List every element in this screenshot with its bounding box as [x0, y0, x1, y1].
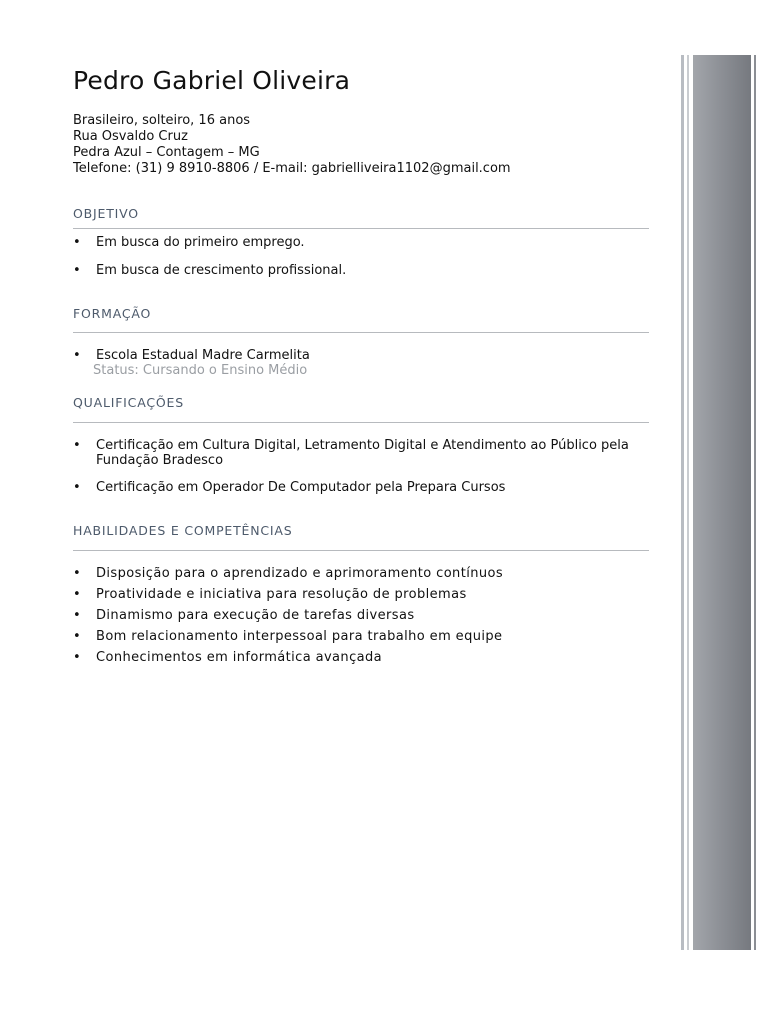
- list-item: • Certificação em Operador De Computador pela Prepara Cursos: [73, 480, 506, 495]
- side-bar-edge: [754, 55, 756, 950]
- section-divider: [73, 422, 649, 423]
- side-bar-line: [687, 55, 689, 950]
- list-item: • Certificação em Cultura Digital, Letramento Digital e Atendimento ao Público pela Fundação Bradesco: [73, 438, 629, 468]
- bullet-icon: •: [73, 608, 82, 623]
- list-item: • Dinamismo para execução de tarefas diversas: [73, 608, 415, 623]
- list-item: • Bom relacionamento interpessoal para trabalho em equipe: [73, 629, 503, 644]
- section-title-habilidades: HABILIDADES E COMPETÊNCIAS: [73, 523, 293, 538]
- bullet-icon: •: [73, 348, 81, 363]
- phone-email: Telefone: (31) 9 8910-8806 / E-mail: gabrielliveira1102@gmail.com: [73, 161, 511, 176]
- bullet-icon: •: [73, 587, 82, 602]
- bullet-icon: •: [73, 263, 81, 278]
- list-item: • Conhecimentos em informática avançada: [73, 650, 382, 665]
- address-city: Pedra Azul – Contagem – MG: [73, 145, 260, 160]
- education-status: Status: Cursando o Ensino Médio: [93, 363, 308, 378]
- bullet-icon: •: [73, 650, 82, 665]
- bullet-icon: •: [73, 235, 81, 250]
- section-divider: [73, 228, 649, 229]
- section-divider: [73, 550, 649, 551]
- qualificacoes-list: [73, 438, 643, 507]
- section-divider: [73, 332, 649, 333]
- list-item: • Escola Estadual Madre Carmelita: [73, 348, 310, 363]
- habilidades-list: [73, 566, 643, 671]
- list-item: • Proatividade e iniciativa para resolução de problemas: [73, 587, 467, 602]
- contact-info: [73, 113, 511, 177]
- formacao-list: [73, 348, 643, 363]
- list-item: • Em busca de crescimento profissional.: [73, 263, 347, 278]
- side-bar: [693, 55, 751, 950]
- list-item: • Em busca do primeiro emprego.: [73, 235, 305, 250]
- side-bar-line: [681, 55, 684, 950]
- bullet-icon: •: [73, 629, 82, 644]
- objetivo-list: [73, 235, 643, 291]
- section-title-objetivo: OBJETIVO: [73, 206, 139, 221]
- address-street: Rua Osvaldo Cruz: [73, 129, 188, 144]
- resume-name: Pedro Gabriel Oliveira: [73, 66, 351, 95]
- personal-info: Brasileiro, solteiro, 16 anos: [73, 113, 251, 128]
- section-title-qualificacoes: QUALIFICAÇÕES: [73, 395, 184, 410]
- bullet-icon: •: [73, 566, 82, 581]
- bullet-icon: •: [73, 438, 81, 453]
- bullet-icon: •: [73, 480, 81, 495]
- list-item: • Disposição para o aprendizado e aprimoramento contínuos: [73, 566, 504, 581]
- section-title-formacao: FORMAÇÃO: [73, 306, 152, 321]
